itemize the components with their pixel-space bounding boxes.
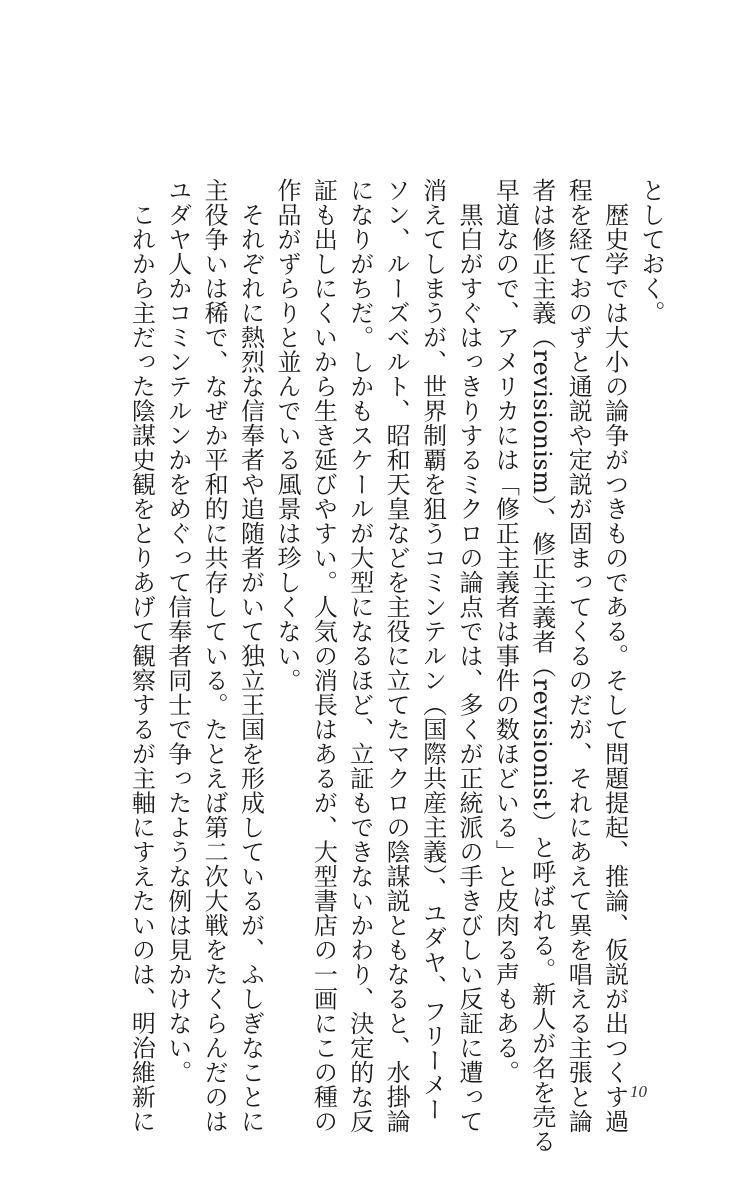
text-line: ユダヤ人かコミンテルンかをめぐって信奉者同士で争ったような例は見かけない。 (163, 178, 192, 1085)
text-line: 消えてしまうが、世界制覇を狙うコミンテルン（国際共産主義）、ユダヤ、フリーメー (418, 178, 447, 1122)
page-number: 10 (630, 1082, 647, 1101)
text-line: 主役争いは稀で、なぜか平和的に共存している。たとえば第二次大戦をたくらんだのは (200, 178, 229, 1134)
text-line: としておく。 (637, 178, 665, 325)
text-line: 歴史学では大小の論争がつきものである。そして問題提起、推論、仮説が出つくす過 (600, 178, 629, 1134)
text-line: になりがちだ。しかもスケールが大型になるほど、立証もできないかわり、決定的な反 (345, 178, 374, 1134)
text-line: 作品がずらりと並んでいる風景は珍しくない。 (272, 178, 301, 693)
text-line: これから主だった陰謀史観をとりあげて観察するが主軸にすえたいのは、明治維新に (127, 178, 156, 1134)
text-line: 程を経ておのずと通説や定説が固まってくるのだが、それにあえて異を唱える主張と論 (564, 178, 593, 1134)
text-line: 早道なので、アメリカには「修正主義者は事件の数ほどいる」と皮肉る声もある。 (491, 178, 520, 1085)
text-line: それぞれに熱烈な信奉者や追随者がいて独立王国を形成しているが、ふしぎなことに (236, 178, 265, 1134)
text-line: 者は修正主義（revisionism）、修正主義者（revisionist）と呼ばれる。新人が名を売る (527, 178, 556, 1154)
text-line: 証も出しにくいから生き延びやすい。人気の消長はあるが、大型書店の一画にこの種の (309, 178, 338, 1134)
text-line: 黒白がすぐはっきりするミクロの論点では、多くが正統派の手きびしい反証に遭って (454, 178, 483, 1134)
text-line: ソン、ルーズベルト、昭和天皇などを主役に立てたマクロの陰謀説ともなると、水掛論 (382, 178, 411, 1134)
